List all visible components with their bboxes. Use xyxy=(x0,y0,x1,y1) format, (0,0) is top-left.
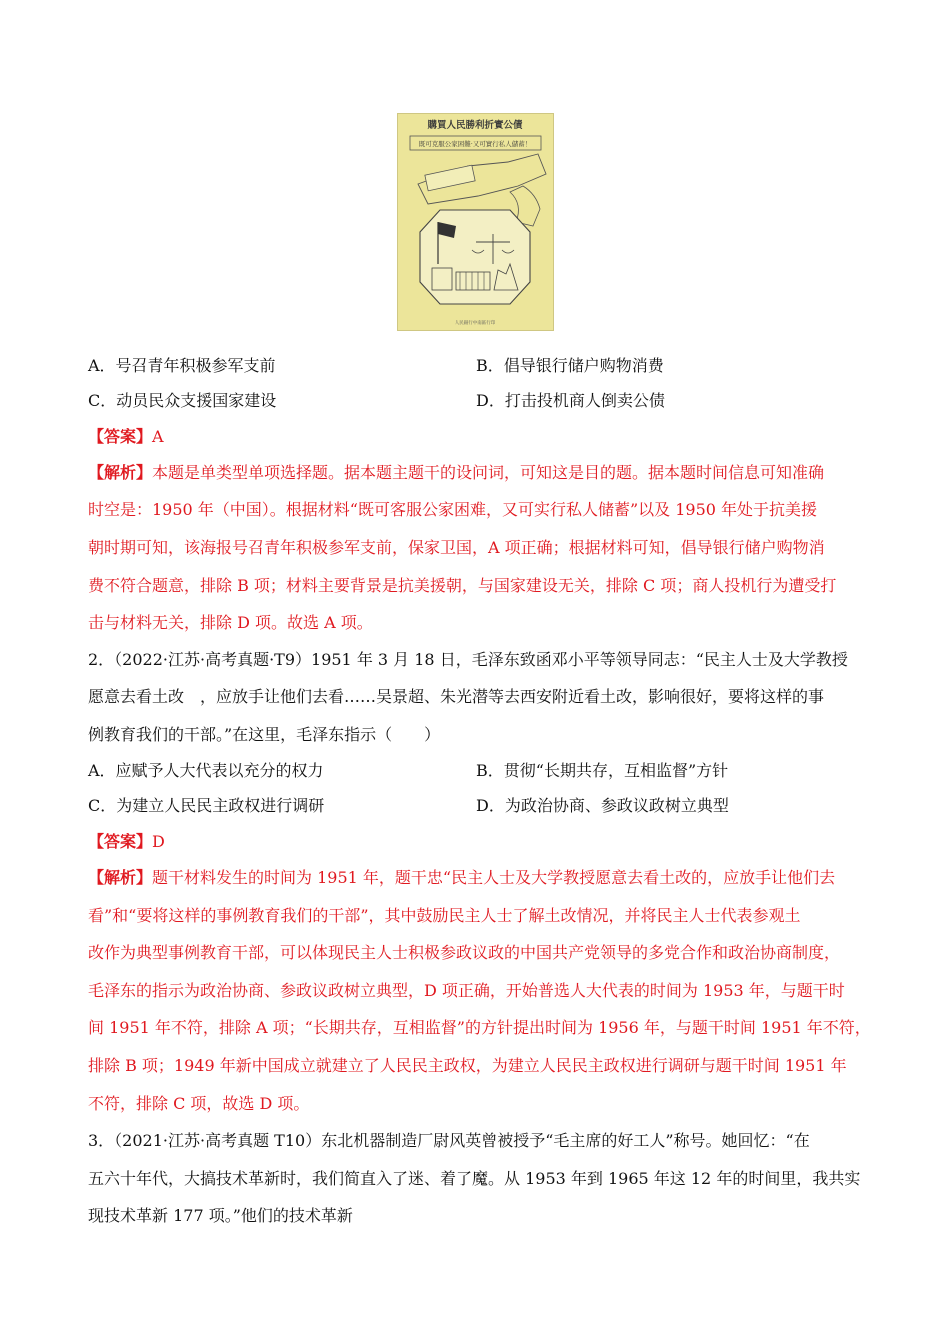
q3-stem-line-3: 现技术革新 177 项。”他们的技术革新 xyxy=(88,1206,353,1225)
poster-subtitle: 既可克服公家困難·又可實行私人儲蓄！ xyxy=(418,140,532,148)
q2-option-c: C．为建立人民民主政权进行调研 xyxy=(88,796,325,815)
q2-stem-line-1: 2．（2022·江苏·高考真题·T9）1951 年 3 月 18 日，毛泽东致函邓小平等领导同志：“民主人士及大学教授 xyxy=(88,650,848,669)
q2-option-b: B．贯彻“长期共存，互相监督”方针 xyxy=(476,761,729,780)
q2-option-a: A．应赋予人大代表以充分的权力 xyxy=(88,761,324,780)
q2-answer-tag: 【答案】 xyxy=(88,832,153,851)
q2-stem-line-3: 例教育我们的干部。”在这里，毛泽东指示（ ） xyxy=(88,725,441,744)
q3-stem-line-1: 3．（2021·江苏·高考真题 T10）东北机器制造厂尉风英曾被授予“毛主席的好工人”称号。她回忆：“在 xyxy=(88,1131,810,1150)
q1-analysis-tag: 【解析】 xyxy=(88,463,153,482)
q1-analysis-line-1: 【解析】本题是单类型单项选择题。据本题主题干的设问词，可知这是目的题。据本题时间信息可知准确 xyxy=(88,463,825,482)
q2-analysis-line-5: 间 1951 年不符，排除 A 项；“长期共存，互相监督”的方针提出时间为 1956 年，与题干时间 1951 年不符， xyxy=(88,1018,871,1037)
bond-poster-image xyxy=(397,113,554,331)
q2-analysis-line-1: 【解析】题干材料发生的时间为 1951 年，题干忠“民主人士及大学教授愿意去看土改的，应放手让他们去 xyxy=(88,868,836,887)
q2-answer xyxy=(88,831,165,853)
q1-answer xyxy=(88,426,164,448)
q1-analysis-line-3: 朝时期可知，该海报号召青年积极参军支前，保家卫国，A 项正确；根据材料可知，倡导银行储户购物消 xyxy=(88,538,825,557)
q1-option-b: B．倡导银行储户购物消费 xyxy=(476,356,664,375)
q1-analysis-line-4: 费不符合题意，排除 B 项；材料主要背景是抗美援朝，与国家建设无关，排除 C 项；商人投机行为遭受打 xyxy=(88,576,837,595)
q2-analysis-tag: 【解析】 xyxy=(88,868,153,887)
poster-footer: 人民銀行中南區行印 xyxy=(454,321,496,326)
q1-analysis-line-5: 击与材料无关，排除 D 项。故选 A 项。 xyxy=(88,613,373,632)
q2-option-d: D．为政治协商、参政议政树立典型 xyxy=(476,796,729,815)
q2-analysis-line-6: 排除 B 项；1949 年新中国成立就建立了人民民主政权，为建立人民民主政权进行调研与题干时间 1951 年 xyxy=(88,1056,847,1075)
q2-analysis-line-3: 改作为典型事例教育干部，可以体现民主人士积极参政议政的中国共产党领导的多党合作和政治协商制度， xyxy=(88,943,841,962)
q2-analysis-line-2: 看”和“要将这样的事例教育我们的干部”，其中鼓励民主人士了解土改情况，并将民主人士代表参观土 xyxy=(88,906,801,925)
q2-stem-line-2: 愿意去看土改 ，应放手让他们去看……吴景超、朱光潜等去西安附近看土改，影响很好，要将这样的事 xyxy=(88,687,825,706)
poster-title: 購買人民勝利折實公債 xyxy=(427,120,523,131)
q1-answer-tag: 【答案】 xyxy=(88,427,153,446)
q3-stem-line-2: 五六十年代，大搞技术革新时，我们简直入了迷、着了魔。从 1953 年到 1965 年这 12 年的时间里，我共实 xyxy=(88,1169,861,1188)
q1-option-c: C．动员民众支援国家建设 xyxy=(88,391,277,410)
q2-analysis-line-4: 毛泽东的指示为政治协商、参政议政树立典型，D 项正确，开始普选人大代表的时间为 1953 年，与题干时 xyxy=(88,981,845,1000)
q1-answer-value: A xyxy=(152,427,164,446)
q1-option-a: A．号召青年积极参军支前 xyxy=(88,356,276,375)
q2-analysis-line-7: 不符，排除 C 项，故选 D 项。 xyxy=(88,1094,310,1113)
q1-option-d: D．打击投机商人倒卖公债 xyxy=(476,391,665,410)
q1-analysis-line-2: 时空是：1950 年（中国）。根据材料“既可客服公家困难，又可实行私人储蓄”以及 1950 年处于抗美援 xyxy=(88,500,818,519)
q2-answer-value: D xyxy=(152,832,165,851)
